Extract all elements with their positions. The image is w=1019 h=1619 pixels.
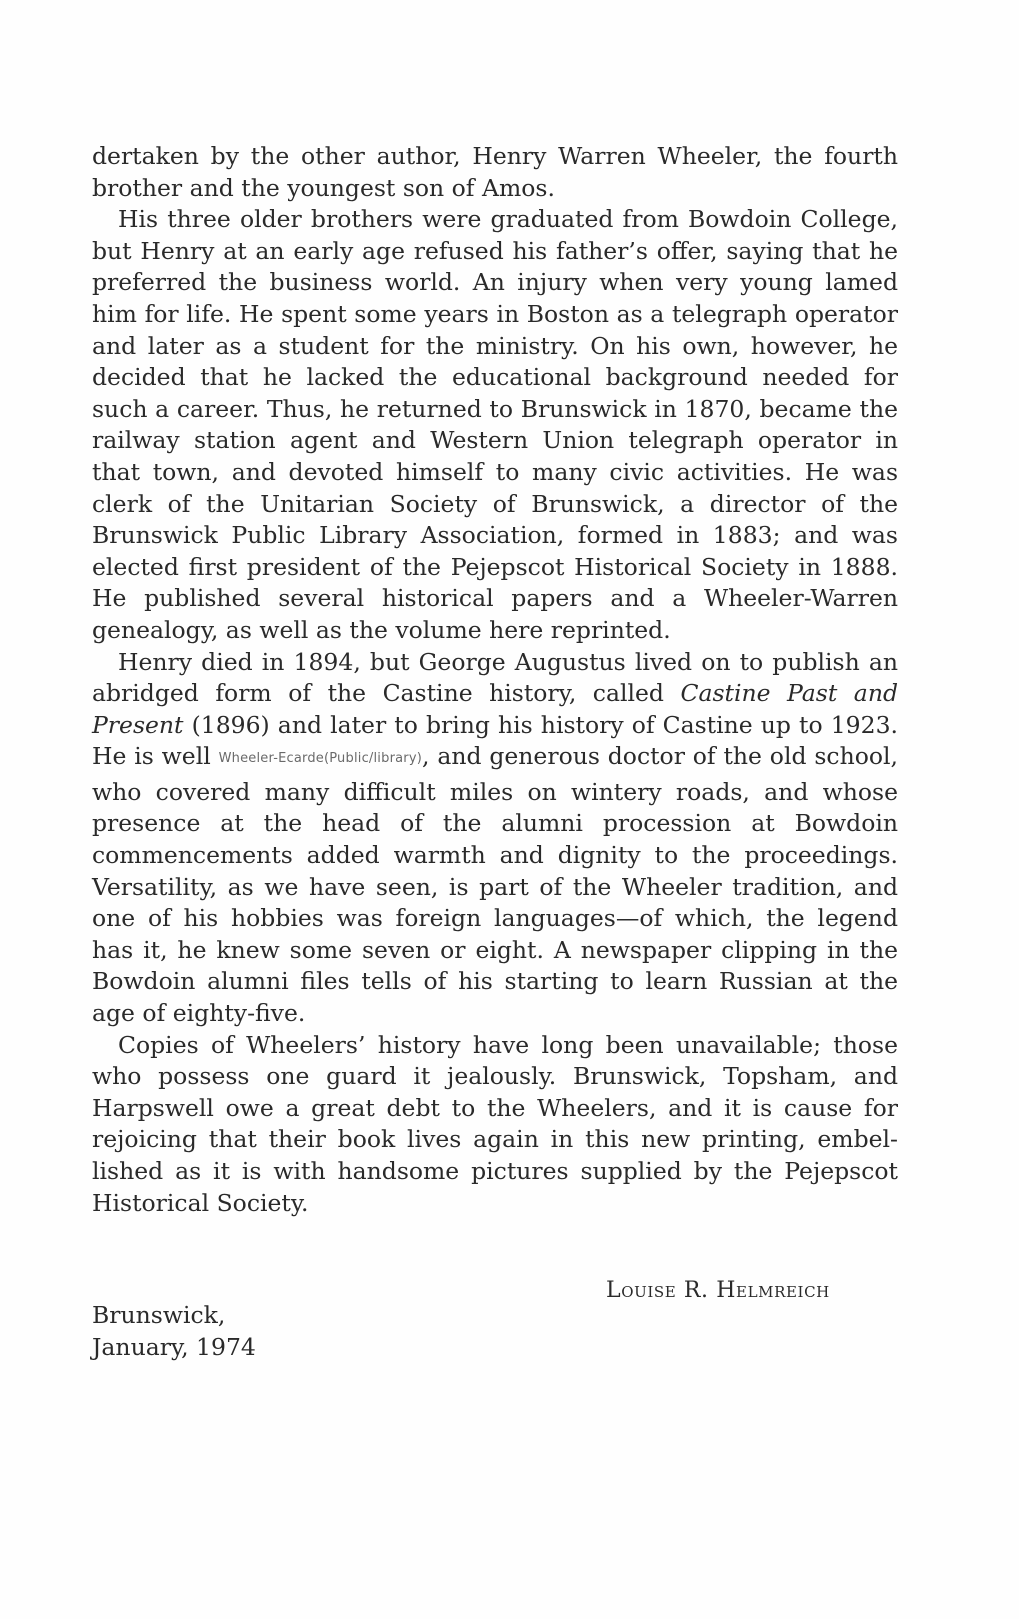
paragraph-3 xyxy=(92,647,898,1030)
paragraph-3-text-b: (1896) and later to bring his history of Castine up to 1923. He is well xyxy=(92,710,898,771)
paragraph-2: His three older brothers were graduated from Bowdoin College, but Henry at an early age refused his father’s offer, saying that he preferred the business world. An injury when very young lamed him for life. He spent some years in Boston as a telegraph operator and later as a student for the ministry. On his own, however, he decided that he lacked the educational background needed for such a career. Thus, he returned to Brunswick in 1870, became the railway station agent and Western Union telegraph operator in that town, and devoted himself to many civic activities. He was clerk of the Unitarian Society of Brunswick, a director of the Brunswick Public Library Association, formed in 1883; and was elected first president of the Pejepscot Historical Society in 1888. He published several historical papers and a Wheeler-Warren genealogy, as well as the volume here reprinted. xyxy=(92,205,898,644)
book-title-castine-past-and-present: Castine Past and Present xyxy=(92,679,898,739)
paragraph-3-text-a: Henry died in 1894, but George Augustus lived on to publish an abridged form of the Castine history, called xyxy=(92,647,898,708)
paragraph-4: Copies of Wheelers’ history have long been unavailable; those who possess one guard it jealously. Brunswick, Topsham, and Harpswell owe a great debt to the Wheelers, and it is cause for rejoicing that their book lives again in this new printing, embellished as it is with handsome pictures supplied by the Pejepscot Historical Society. xyxy=(92,1030,898,1217)
place-and-date xyxy=(92,1300,392,1363)
watermark-overlay: Wheeler-Ecarde(Public/library) xyxy=(218,751,422,767)
paragraph-1: dertaken by the other author, Henry Warren Wheeler, the fourth brother and the youngest son of Amos. xyxy=(92,142,898,202)
place: Brunswick, xyxy=(92,1301,226,1329)
date: January, 1974 xyxy=(92,1332,256,1361)
author-signature: Louise R. Helmreich xyxy=(606,1278,830,1303)
paragraph-3-text-d: , and generous doctor of the old school, who covered many difficult miles on wintery roads, and whose presence at the head of the alumni procession at Bowdoin commencements added warmth and dignity to the proceedings. Versatility, as we have seen, is part of the Wheeler tradition, and one of his hobbies was foreign languages—of which, the legend has it, he knew some seven or eight. A newspaper clipping in the Bowdoin alumni files tells of his starting to learn Russian at the age of eighty-five. xyxy=(92,742,898,1028)
body-text xyxy=(92,141,898,1219)
